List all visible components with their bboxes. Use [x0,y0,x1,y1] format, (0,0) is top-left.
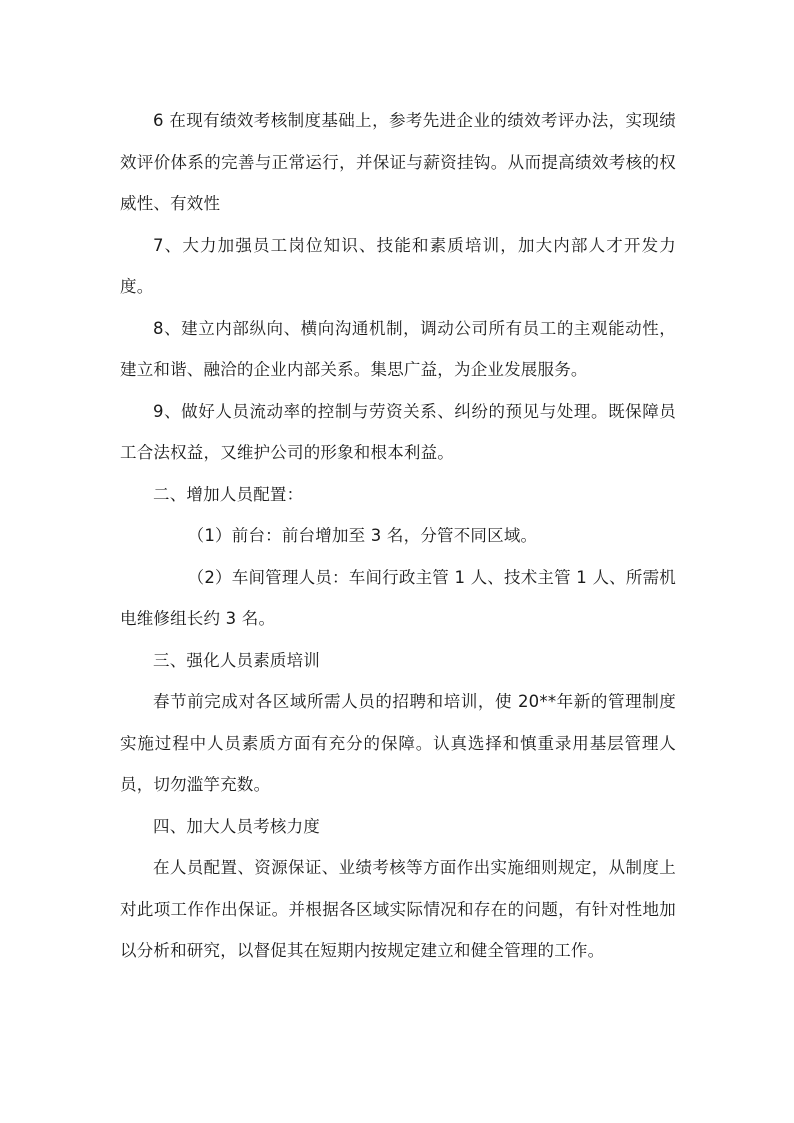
sub-item-workshop-management: （2）车间管理人员：车间行政主管 1 人、技术主管 1 人、所需机电维修组长约 3 名。 [120,567,676,628]
sub-item-front-desk: （1）前台：前台增加至 3 名，分管不同区域。 [187,526,538,545]
paragraph-item-9: 9、做好人员流动率的控制与劳资关系、纠纷的预见与处理。既保障员工合法权益，又维护公司的形象和根本利益。 [120,401,676,462]
paragraph-training: 春节前完成对各区域所需人员的招聘和培训，使 20**年新的管理制度实施过程中人员素质方面有充分的保障。认真选择和慎重录用基层管理人员，切勿滥竽充数。 [120,692,676,794]
document-body [120,100,676,972]
paragraph-assessment: 在人员配置、资源保证、业绩考核等方面作出实施细则规定，从制度上对此项工作作出保证。并根据各区域实际情况和存在的问题，有针对性地加以分析和研究，以督促其在短期内按规定建立和健全管理的工作。 [120,858,676,960]
paragraph-item-6: 6 在现有绩效考核制度基础上，参考先进企业的绩效考评办法，实现绩效评价体系的完善与正常运行，并保证与薪资挂钩。从而提高绩效考核的权威性、有效性 [120,111,676,213]
paragraph-item-8: 8、建立内部纵向、横向沟通机制，调动公司所有员工的主观能动性，建立和谐、融洽的企业内部关系。集思广益，为企业发展服务。 [120,318,676,379]
section-heading-assessment: 四、加大人员考核力度 [153,816,320,836]
section-heading-training: 三、强化人员素质培训 [153,650,320,670]
paragraph-item-7: 7、大力加强员工岗位知识、技能和素质培训，加大内部人才开发力度。 [120,235,676,296]
section-heading-staffing: 二、增加人员配置： [153,484,304,504]
